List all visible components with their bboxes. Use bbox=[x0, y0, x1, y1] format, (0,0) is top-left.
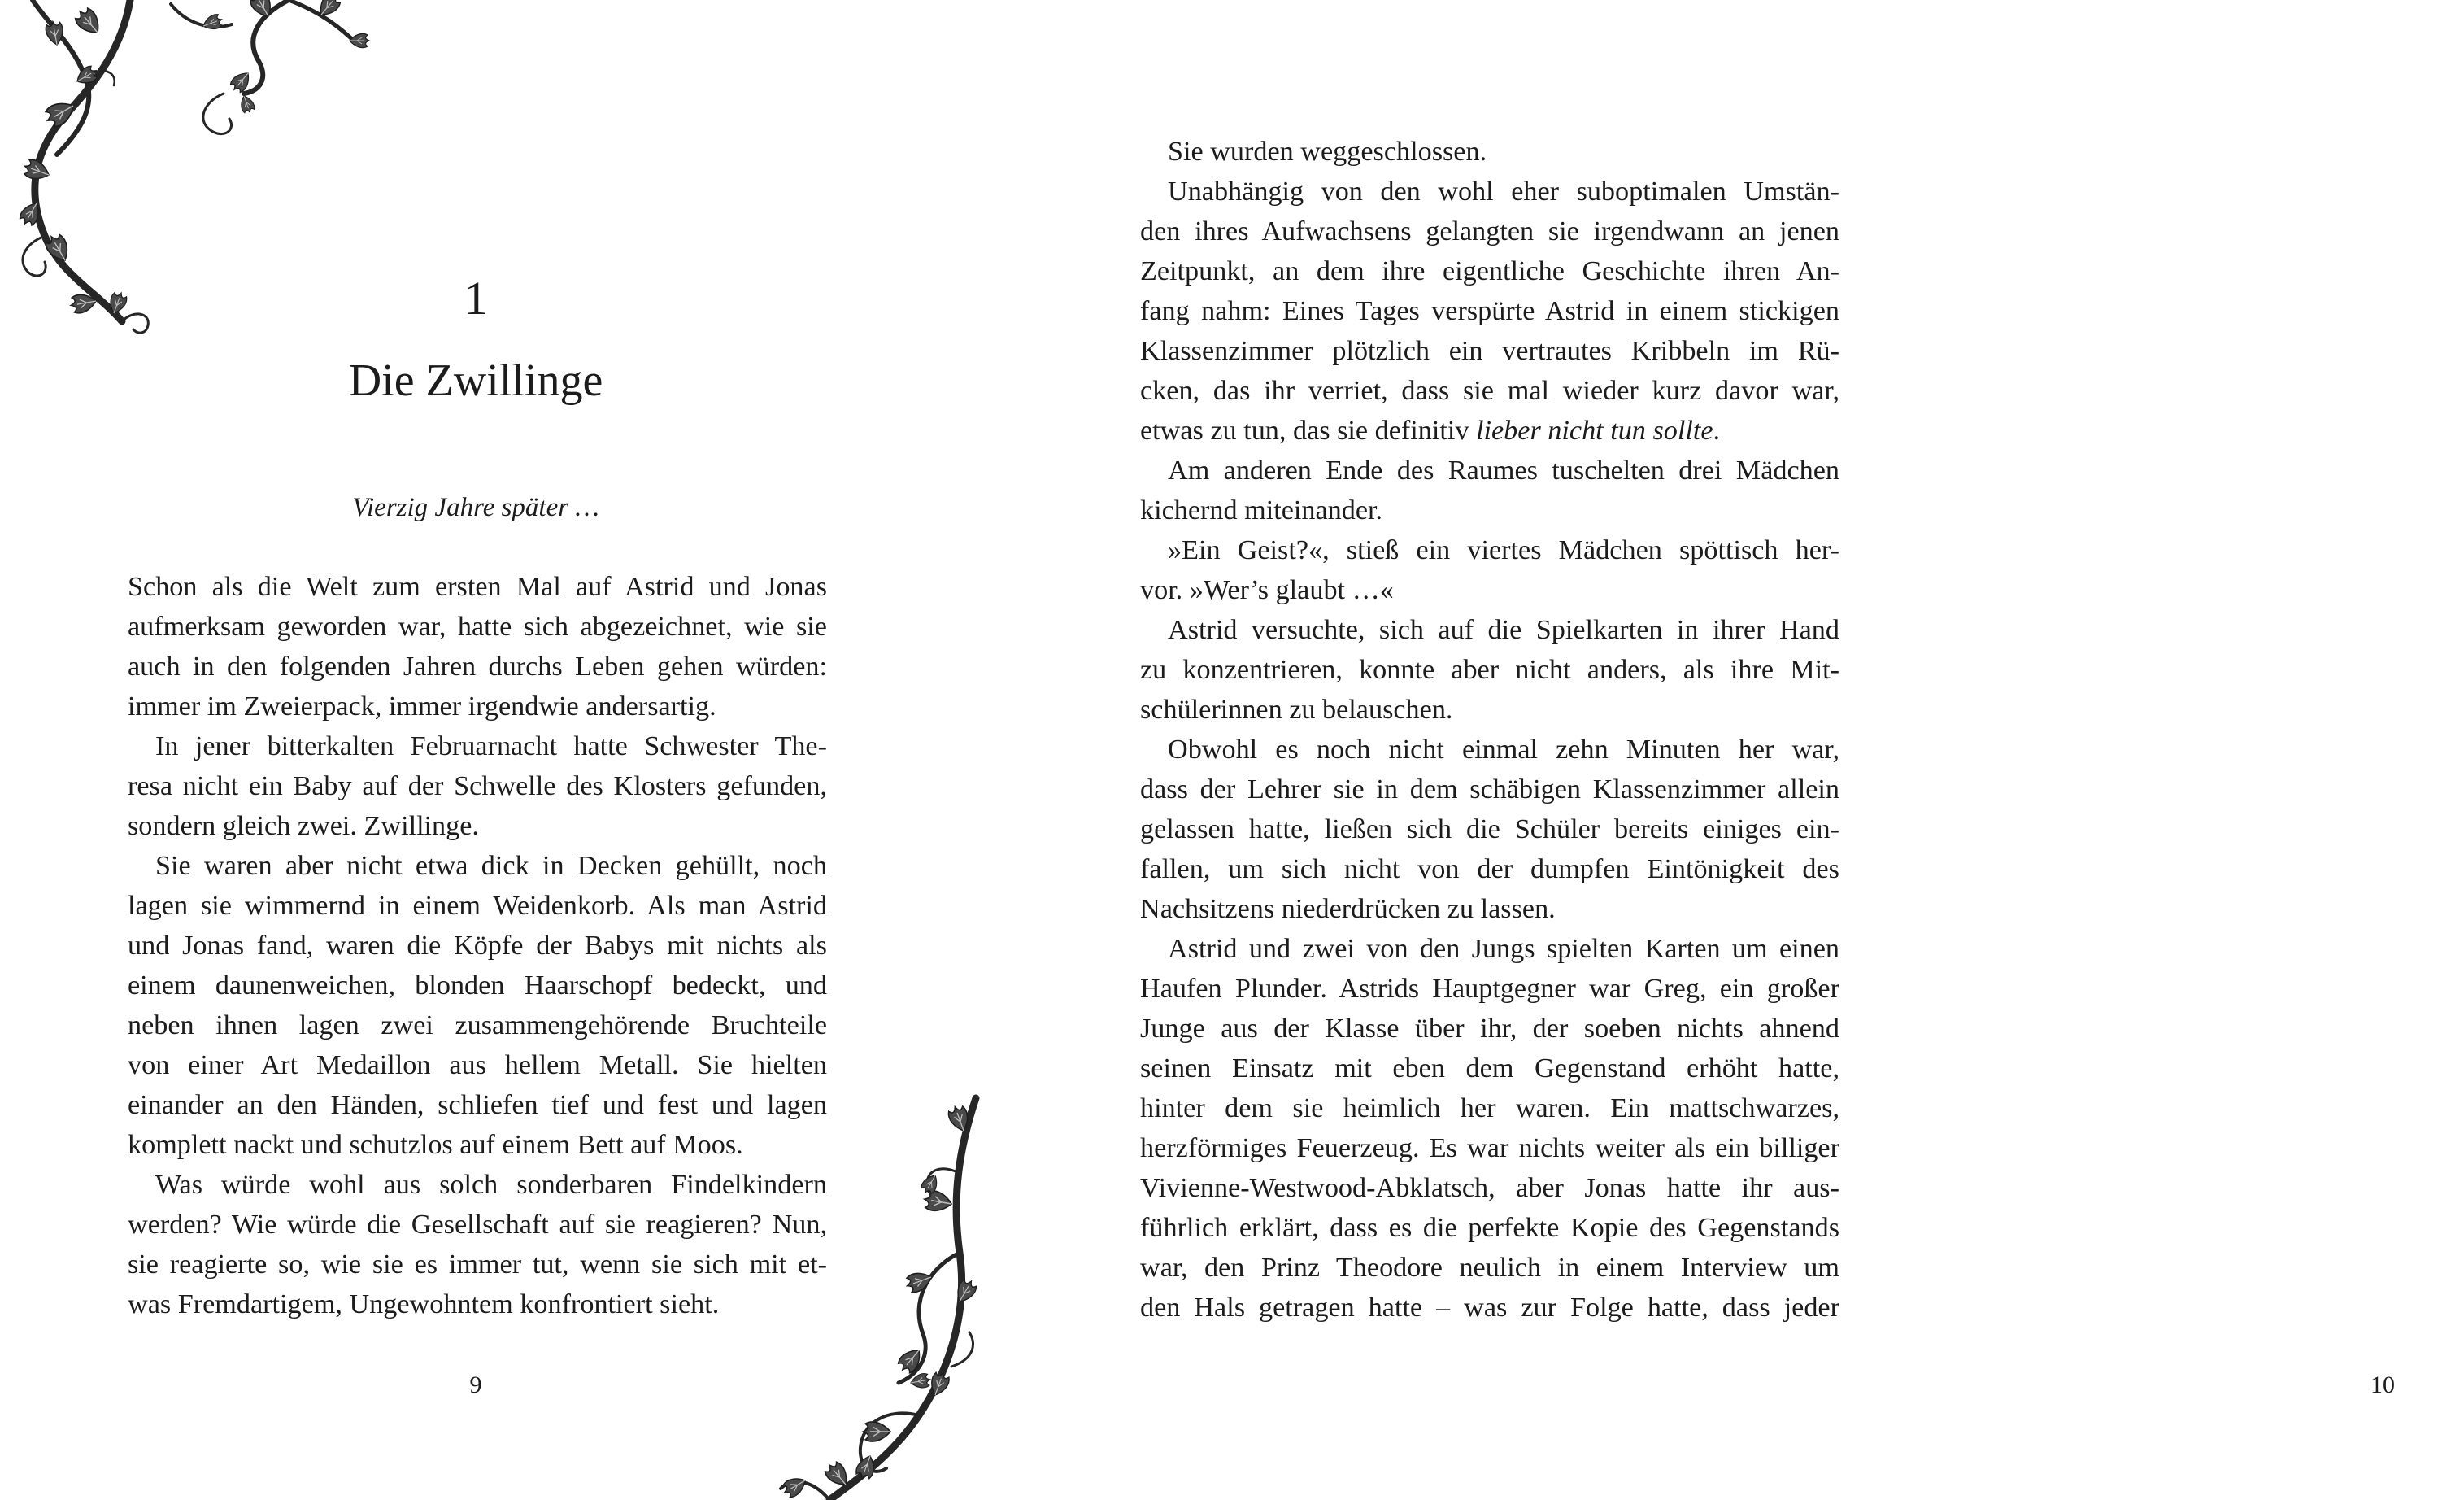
paragraph bbox=[128, 567, 827, 726]
paragraph bbox=[1140, 730, 1839, 929]
text-line: Sie waren aber nicht etwa dick in Decken gehüllt, noch bbox=[155, 851, 827, 881]
text-line: vor. »Wer’s glaubt …« bbox=[1140, 575, 1394, 605]
text-line: fang nahm: Eines Tages verspürte Astrid in einem stickigen bbox=[1140, 296, 1839, 326]
right-page bbox=[976, 0, 2395, 1500]
text-line: Sie wurden weggeschlossen. bbox=[1168, 137, 1487, 167]
text-line: immer im Zweierpack, immer irgendwie andersartig. bbox=[128, 691, 716, 722]
text-line: einander an den Händen, schliefen tief und fest und lagen bbox=[128, 1090, 827, 1120]
text-line: einem daunenweichen, blonden Haarschopf bedeckt, und bbox=[128, 970, 827, 1001]
text-line: fallen, um sich nicht von der dumpfen Eintönigkeit des bbox=[1140, 854, 1839, 884]
right-page-body bbox=[1140, 132, 1839, 1328]
left-page bbox=[0, 0, 976, 1500]
paragraph bbox=[1140, 530, 1839, 610]
text-line: Astrid versuchte, sich auf die Spielkarten in ihrer Hand bbox=[1168, 615, 1839, 645]
text-line: sie reagierte so, wie sie es immer tut, wenn sie sich mit et- bbox=[128, 1249, 827, 1280]
text-line: Nachsitzens niederdrücken zu lassen. bbox=[1140, 894, 1556, 924]
text-line: Unabhängig von den wohl eher suboptimalen Umstän- bbox=[1168, 177, 1839, 207]
text-line: Junge aus der Klasse über ihr, der soeben nichts ahnend bbox=[1140, 1014, 1839, 1044]
chapter-title: Die Zwillinge bbox=[348, 355, 603, 406]
ivy-vine-icon bbox=[716, 1074, 976, 1500]
text-line: war, den Prinz Theodore neulich in einem Interview um bbox=[1140, 1253, 1839, 1283]
chapter-epigraph: Vierzig Jahre später … bbox=[352, 493, 599, 522]
text-line: Was würde wohl aus solch sonderbaren Findelkindern bbox=[155, 1170, 827, 1200]
text-line: Vivienne-Westwood-Abklatsch, aber Jonas hatte ihr aus- bbox=[1140, 1173, 1839, 1203]
text-line: Am anderen Ende des Raumes tuschelten drei Mädchen bbox=[1168, 456, 1839, 486]
text-line: von einer Art Medaillon aus hellem Metall. Sie hielten bbox=[128, 1050, 827, 1080]
paragraph bbox=[1140, 132, 1839, 172]
text-line: auch in den folgenden Jahren durchs Leben gehen würden: bbox=[128, 652, 827, 682]
text-line: Schon als die Welt zum ersten Mal auf Astrid und Jonas bbox=[128, 572, 827, 602]
text-run: etwas zu tun, das sie definitiv bbox=[1140, 416, 1477, 446]
paragraph bbox=[128, 726, 827, 846]
text-line: den Hals getragen hatte – was zur Folge hatte, dass jeder bbox=[1140, 1293, 1839, 1323]
text-line: dass der Lehrer sie in dem schäbigen Klassenzimmer allein bbox=[1140, 774, 1839, 805]
paragraph bbox=[1140, 610, 1839, 730]
text-line: »Ein Geist?«, stieß ein viertes Mädchen spöttisch her- bbox=[1168, 535, 1839, 565]
page-number: 9 bbox=[469, 1371, 482, 1398]
text-line: Astrid und zwei von den Jungs spielten Karten um einen bbox=[1168, 934, 1839, 964]
text-line: sondern gleich zwei. Zwillinge. bbox=[128, 811, 479, 841]
text-line: cken, das ihr verriet, dass sie mal wieder kurz davor war, bbox=[1140, 376, 1839, 406]
text-line: In jener bitterkalten Februarnacht hatte Schwester The- bbox=[155, 731, 827, 761]
paragraph bbox=[1140, 172, 1839, 451]
text-line: resa nicht ein Baby auf der Schwelle des Klosters gefunden, bbox=[128, 771, 827, 801]
text-line: was Fremdartigem, Ungewohntem konfrontiert sieht. bbox=[128, 1289, 720, 1319]
text-line: Obwohl es noch nicht einmal zehn Minuten her war, bbox=[1168, 735, 1839, 765]
text-line: gelassen hatte, ließen sich die Schüler bereits einiges ein- bbox=[1140, 814, 1839, 844]
text-line: werden? Wie würde die Gesellschaft auf sie reagieren? Nun, bbox=[128, 1210, 827, 1240]
text-run: . bbox=[1713, 416, 1721, 446]
text-line: führlich erklärt, dass es die perfekte Kopie des Gegenstands bbox=[1140, 1213, 1839, 1243]
text-line: seinen Einsatz mit eben dem Gegenstand erhöht hatte, bbox=[1140, 1053, 1839, 1084]
page-number: 10 bbox=[2370, 1371, 2395, 1398]
text-line: komplett nackt und schutzlos auf einem Bett auf Moos. bbox=[128, 1130, 743, 1160]
text-line: zu konzentrieren, konnte aber nicht anders, als ihre Mit- bbox=[1140, 655, 1839, 685]
chapter-number: 1 bbox=[464, 272, 488, 325]
italic-phrase: lieber nicht tun sollte bbox=[1476, 416, 1713, 446]
text-line: aufmerksam geworden war, hatte sich abgezeichnet, wie sie bbox=[128, 612, 827, 642]
text-line: hinter dem sie heimlich her waren. Ein mattschwarzes, bbox=[1140, 1093, 1839, 1123]
text-line: kichernd miteinander. bbox=[1140, 495, 1383, 525]
text-line: und Jonas fand, waren die Köpfe der Babys mit nichts als bbox=[128, 931, 827, 961]
text-line: schülerinnen zu belauschen. bbox=[1140, 695, 1453, 725]
paragraph bbox=[1140, 929, 1839, 1328]
text-line: Haufen Plunder. Astrids Hauptgegner war Greg, ein großer bbox=[1140, 974, 1839, 1004]
text-line bbox=[1140, 411, 1839, 451]
text-line: Klassenzimmer plötzlich ein vertrautes Kribbeln im Rü- bbox=[1140, 336, 1839, 366]
paragraph bbox=[1140, 451, 1839, 530]
text-line: den ihres Aufwachsens gelangten sie irgendwann an jenen bbox=[1140, 216, 1839, 246]
text-line: herzförmiges Feuerzeug. Es war nichts weiter als ein billiger bbox=[1140, 1133, 1839, 1163]
text-line: lagen sie wimmernd in einem Weidenkorb. Als man Astrid bbox=[128, 891, 827, 921]
text-line: Zeitpunkt, an dem ihre eigentliche Geschichte ihren An- bbox=[1140, 256, 1839, 286]
text-line: neben ihnen lagen zwei zusammengehörende Bruchteile bbox=[128, 1010, 827, 1040]
